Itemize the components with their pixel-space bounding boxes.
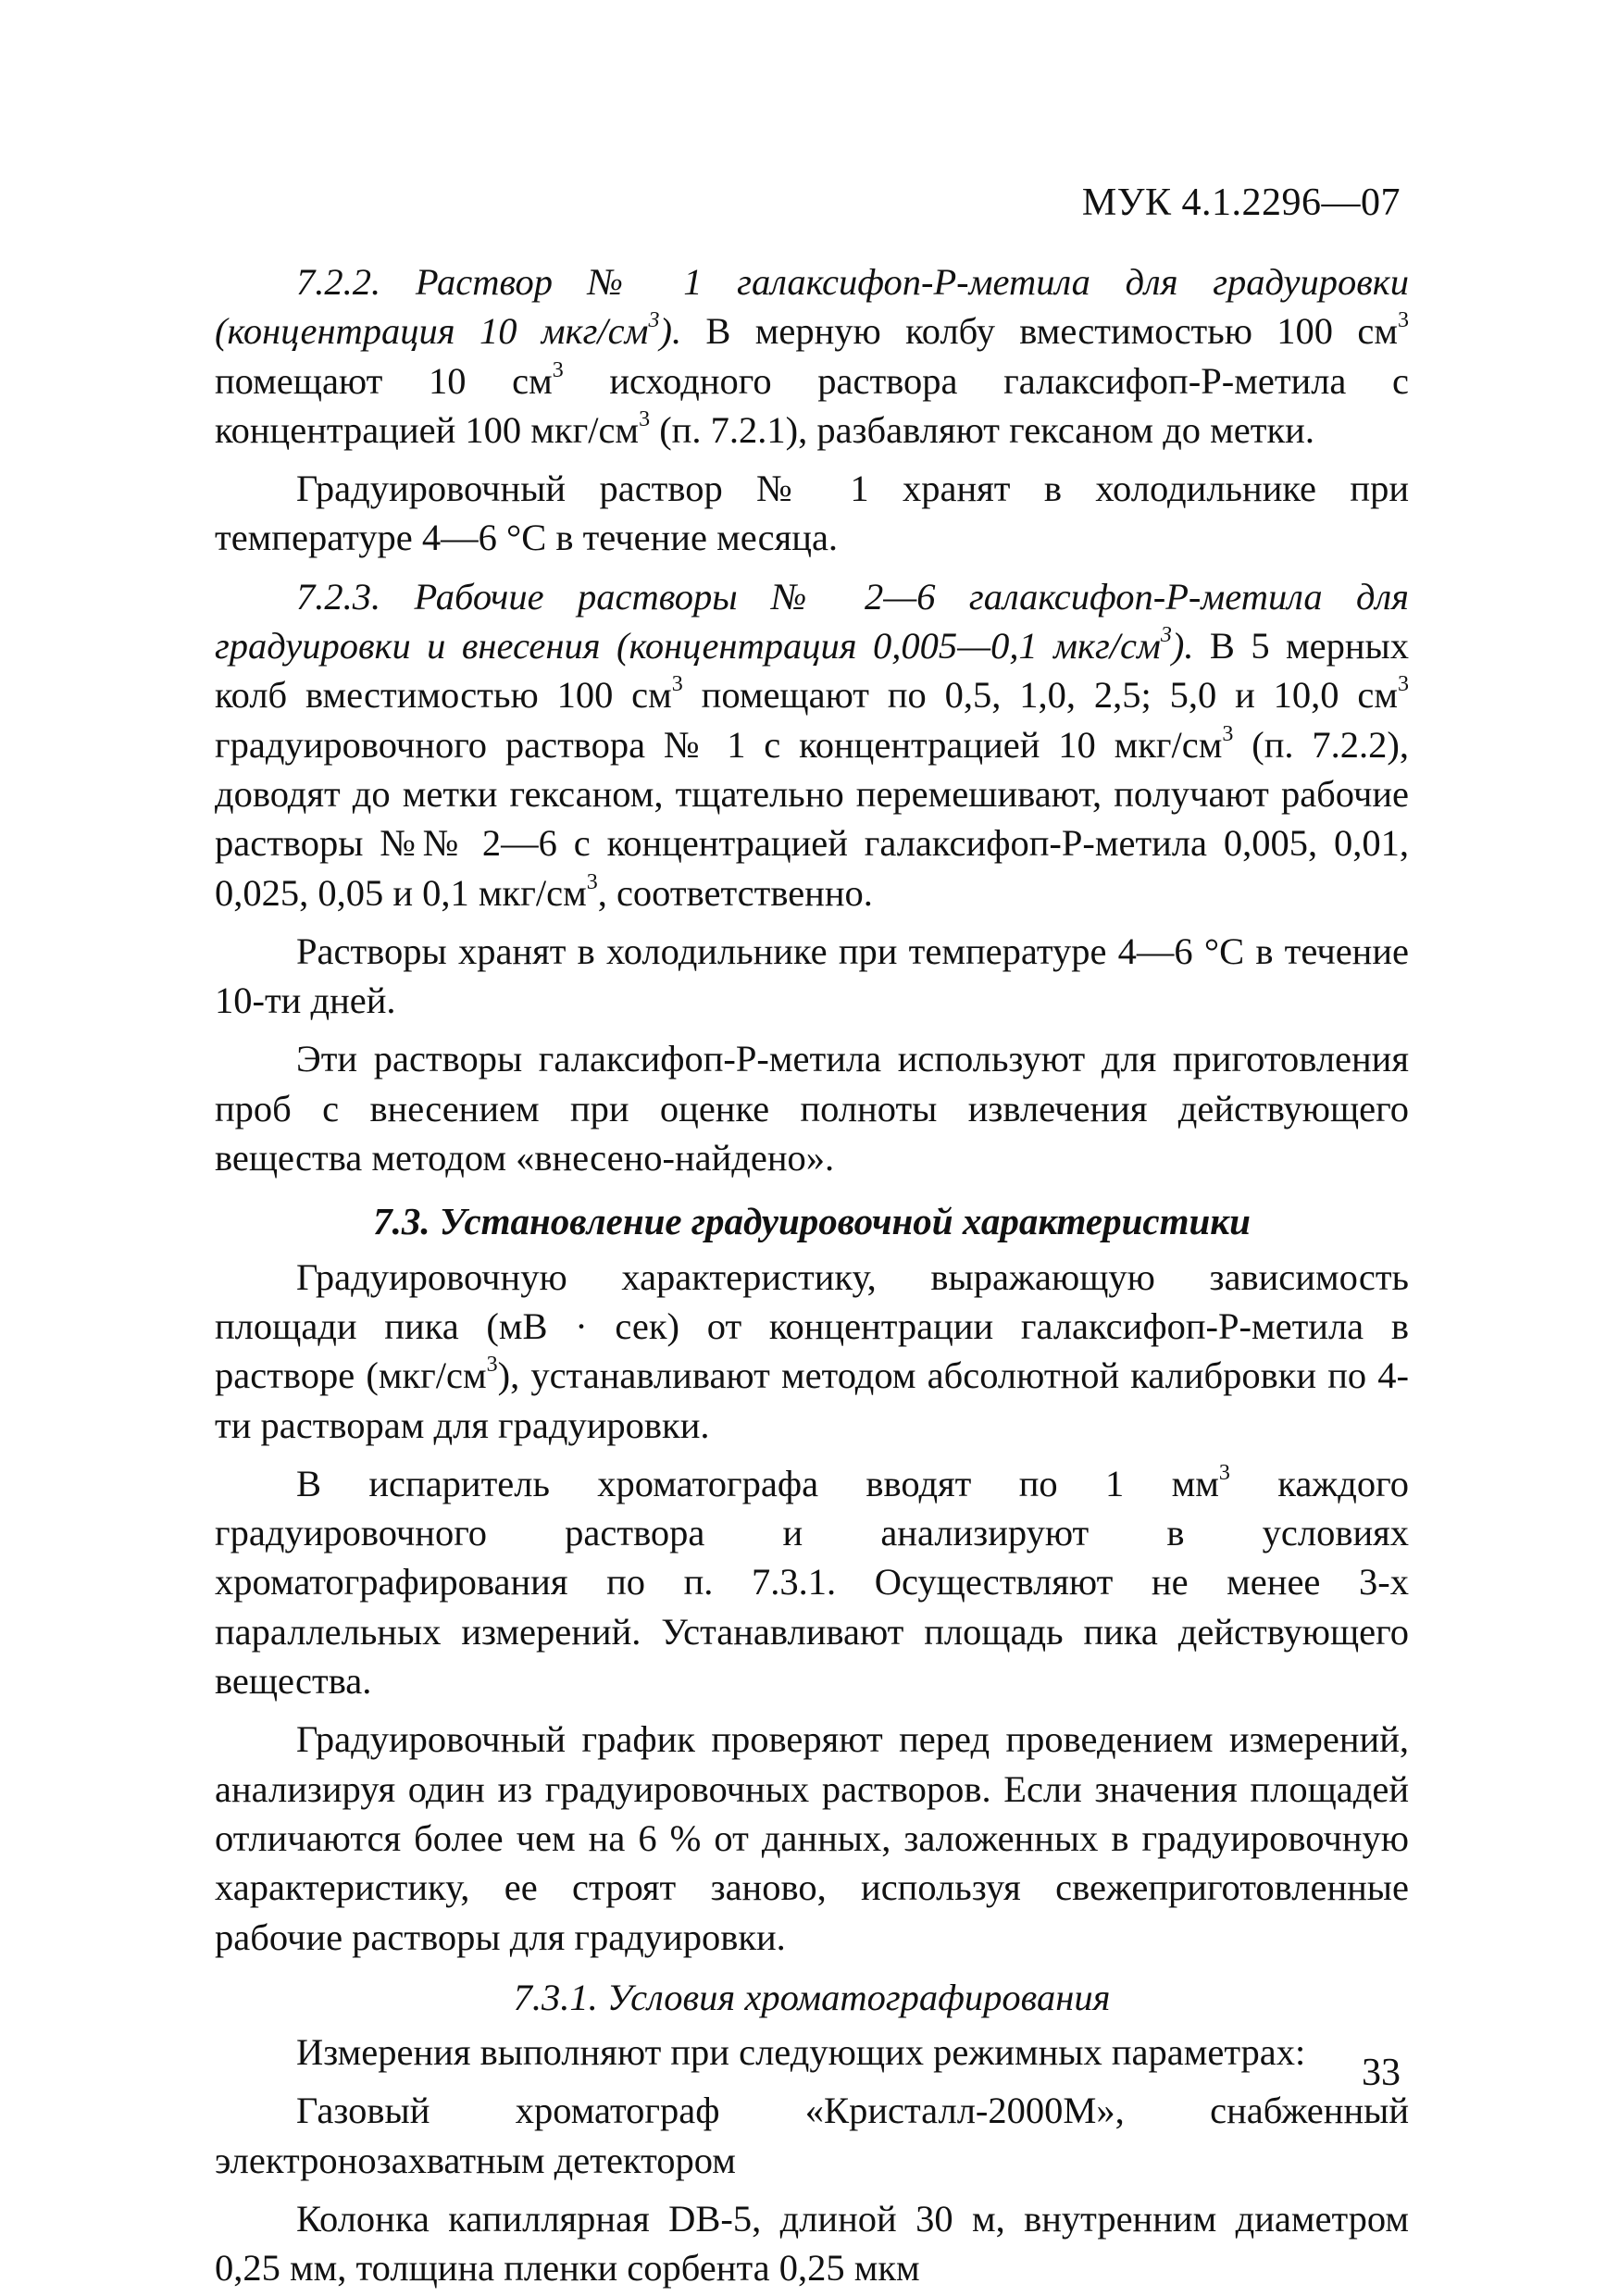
paragraph-7-2-3-usage: Эти растворы галаксифоп-Р-метила используют для приготовления проб с внесением при оценке полноты извлечения действующего вещества методом «внесено-найдено». <box>215 1038 1409 1179</box>
section-7-2-3-title: 7.2.3. Рабочие растворы № 2—6 галаксифоп-Р-метила для градуировки и внесения (концентрация 0,005—0,1 мкг/$см^3$). <box>215 575 1409 668</box>
paragraph-7-3-check: Градуировочный график проверяют перед проведением измерений, анализируя один из градуировочных растворов. Если значения площадей отличаются более чем на 6 % от данных, заложенных в градуировочную характеристику, ее строят заново, используя свежеприготовленные рабочие растворы для градуировки. <box>215 1718 1409 1958</box>
paragraph-7-3-1-column: Колонка капиллярная DB-5, длиной 30 м, внутренним диаметром 0,25 мм, толщина пленки сорбента 0,25 мкм <box>215 2197 1409 2290</box>
page-content <box>215 257 1409 2293</box>
paragraph-7-2-2: 7.2.2. Раствор № 1 галаксифоп-Р-метила для градуировки (концентрация 10 мкг/$см^3$). В мерную колбу вместимостью 100 $см^3$ помещают 10 $см^3$ исходного раствора галаксифоп-Р-метила с концентрацией 100 мкг/$см^3$ (п. 7.2.1), разбавляют гексаном до метки. <box>215 261 1410 451</box>
document-code-header: МУК 4.1.2296—07 <box>1081 181 1401 224</box>
paragraph-7-2-3-storage: Растворы хранят в холодильнике при температуре 4—6 °С в течение 10-ти дней. <box>215 930 1409 1022</box>
paragraph-7-3-characteristic: Градуировочную характеристику, выражающую зависимость площади пика (мВ · сек) от концентрации галаксифоп-Р-метила в растворе $(мкг/см^3)$, устанавливают методом абсолютной калибровки по 4-ти растворам для градуировки. <box>215 1255 1409 1446</box>
section-7-3-heading: 7.3. Установление градуировочной характеристики <box>373 1200 1251 1243</box>
paragraph-7-2-2-storage: Градуировочный раствор № 1 хранят в холодильнике при температуре 4—6 °С в течение месяца. <box>215 468 1409 559</box>
paragraph-7-3-1-params: Измерения выполняют при следующих режимных параметрах: <box>296 2031 1306 2074</box>
section-7-2-2-title: 7.2.2. Раствор № 1 галаксифоп-Р-метила для градуировки (концентрация 10 мкг/$см^3$). <box>215 261 1409 353</box>
paragraph-7-2-3: 7.2.3. Рабочие растворы № 2—6 галаксифоп-Р-метила для градуировки и внесения (концентрация 0,005—0,1 мкг/$см^3$). В 5 мерных колб вместимостью 100 $см^3$ помещают по 0,5, 1,0, 2,5; 5,0 и 10,0 $см^3$ градуировочного раствора № 1 с концентрацией 10 мкг/$см^3$ (п. 7.2.2), доводят до метки гексаном, тщательно перемешивают, получают рабочие растворы №№ 2—6 с концентрацией галаксифоп-Р-метила 0,005, 0,01, 0,025, 0,05 и 0,1 мкг/$см^3$, соответственно. <box>215 575 1409 914</box>
paragraph-7-3-1-chromatograph: Газовый хроматограф «Кристалл-2000М», снабженный электронозахватным детектором <box>215 2090 1409 2181</box>
page-number: 33 <box>1362 2052 1401 2094</box>
section-7-3-1-heading: 7.3.1. Условия хроматографирования <box>513 1976 1111 2018</box>
paragraph-7-3-injection: В испаритель хроматографа вводят по 1 $мм^3$ каждого градуировочного раствора и анализируют в условиях хроматографирования по п. 7.3.1. Осуществляют не менее 3-х параллельных измерений. Устанавливают площадь пика действующего вещества. <box>215 1460 1409 1703</box>
